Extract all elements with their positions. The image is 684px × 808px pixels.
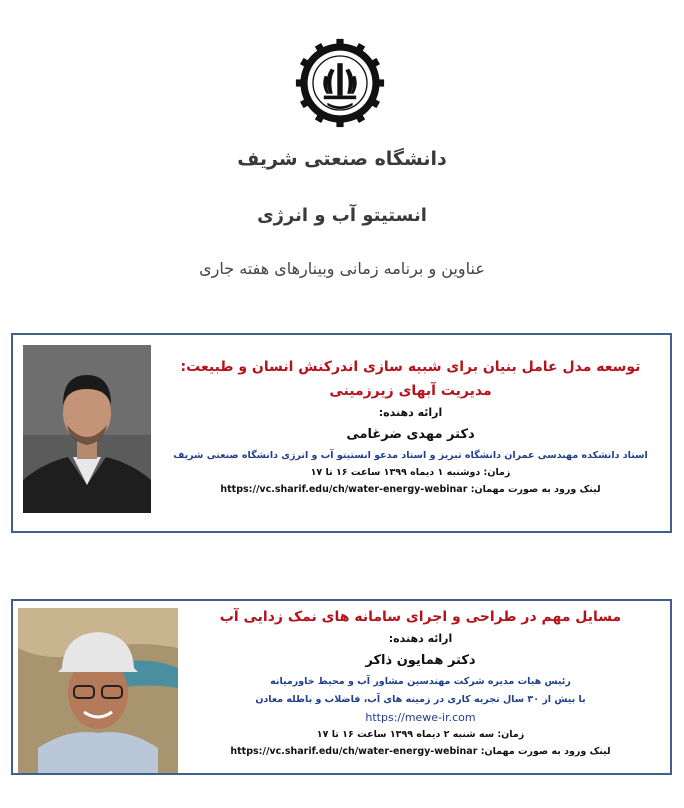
guest-link-row	[183, 743, 658, 761]
webinar-title-line2: مدیریت آبهای زیرزمینی	[329, 383, 492, 399]
presenter-affiliation: استاد دانشکده مهندسی عمران دانشگاه تبریز و استاد مدعو انستیتو آب و انرژی دانشگاه صنعتی شریف	[173, 450, 648, 461]
presenter-photo	[18, 608, 178, 773]
company-website-link[interactable]: https://mewe-ir.com	[365, 711, 476, 724]
guest-link[interactable]: https://vc.sharif.edu/ch/water-energy-webinar	[220, 484, 468, 495]
presenter-photo	[23, 345, 151, 513]
presenter-experience: با بیش از ۳۰ سال تجربه کاری در زمینه های آب، فاضلاب و باطله معادن	[255, 694, 586, 705]
sharif-university-logo	[295, 38, 385, 128]
webinar-time: زمان: سه شنبه ۲ دیماه ۱۳۹۹ ساعت ۱۶ تا ۱۷	[316, 729, 525, 740]
page-subtitle: عناوین و برنامه زمانی وبینارهای هفته جاری	[199, 259, 485, 278]
guest-link-label: لینک ورود به صورت مهمان:	[480, 746, 611, 757]
webinar-card-1	[11, 333, 672, 533]
university-name: دانشگاه صنعتی شریف	[237, 148, 447, 170]
guest-link-row	[163, 481, 658, 499]
webinar-card-2	[11, 599, 672, 775]
guest-link[interactable]: https://vc.sharif.edu/ch/water-energy-webinar	[230, 746, 478, 757]
presenter-label: ارائه دهنده:	[378, 406, 443, 419]
presenter-affiliation: رئیس هیات مدیره شرکت مهندسین مشاور آب و محیط خاورمیانه	[270, 676, 571, 687]
institute-name: انستیتو آب و انرژی	[257, 205, 427, 226]
presenter-name: دکتر مهدی ضرغامی	[346, 427, 475, 442]
presenter-name: دکتر همایون ذاکر	[365, 653, 476, 668]
webinar-title: توسعه مدل عامل بنیان برای شبیه سازی اندرکنش انسان و طبیعت:	[180, 359, 641, 375]
presenter-label: ارائه دهنده:	[388, 632, 453, 645]
webinar-title: مسایل مهم در طراحی و اجرای سامانه های نمک زدایی آب	[219, 609, 622, 625]
guest-link-label: لینک ورود به صورت مهمان:	[470, 484, 601, 495]
webinar-time: زمان: دوشنبه ۱ دیماه ۱۳۹۹ ساعت ۱۶ تا ۱۷	[310, 467, 511, 478]
